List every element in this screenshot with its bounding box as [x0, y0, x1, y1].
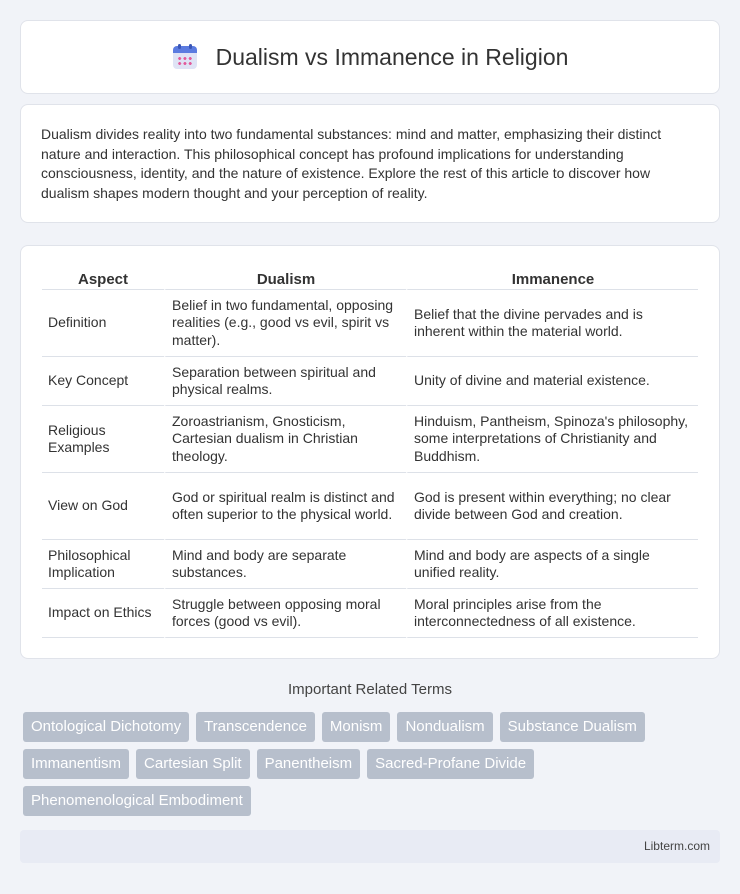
related-term-tag[interactable]: Ontological Dichotomy [23, 712, 189, 742]
aspect-cell: Religious Examples [42, 406, 164, 473]
related-term-tag[interactable]: Transcendence [196, 712, 315, 742]
table-row [42, 473, 698, 540]
related-term-tag[interactable]: Panentheism [257, 749, 361, 779]
table-row [42, 589, 698, 638]
related-term-tag[interactable]: Cartesian Split [136, 749, 250, 779]
intro-text: Dualism divides reality into two fundamental substances: mind and matter, emphasizing their distinct nature and interaction. This philosophical concept has profound implications for understanding consciousness, identity, and the nature of existence. Explore the rest of this article to discover how dualism shapes modern thought and your perception of reality. [41, 126, 662, 201]
immanence-cell: Moral principles arise from the interconnectedness of all existence. [406, 589, 698, 638]
table-row [42, 406, 698, 473]
related-term-tag[interactable]: Immanentism [23, 749, 129, 779]
column-header: Immanence [406, 266, 698, 290]
dualism-cell: God or spiritual realm is distinct and often superior to the physical world. [164, 473, 406, 540]
dualism-cell: Zoroastrianism, Gnosticism, Cartesian dualism in Christian theology. [164, 406, 406, 473]
aspect-cell: Impact on Ethics [42, 589, 164, 638]
related-term-tag[interactable]: Monism [322, 712, 391, 742]
dualism-cell: Struggle between opposing moral forces (good vs evil). [164, 589, 406, 638]
related-terms-title: Important Related Terms [288, 681, 452, 698]
comparison-card [20, 245, 720, 659]
immanence-cell: Mind and body are aspects of a single unified reality. [406, 540, 698, 589]
aspect-cell: View on God [42, 473, 164, 540]
column-header: Dualism [164, 266, 406, 290]
aspect-cell: Philosophical Implication [42, 540, 164, 589]
related-term-tag[interactable]: Phenomenological Embodiment [23, 786, 251, 816]
header-card [20, 20, 720, 94]
table-row [42, 290, 698, 357]
dualism-cell: Mind and body are separate substances. [164, 540, 406, 589]
dualism-cell: Separation between spiritual and physical realms. [164, 357, 406, 406]
footer-site-link[interactable]: Libterm.com [643, 839, 710, 853]
footer [20, 830, 720, 863]
table-row [42, 540, 698, 589]
related-terms-list [23, 712, 723, 816]
comparison-table [42, 266, 698, 638]
immanence-cell: Belief that the divine pervades and is inherent within the material world. [406, 290, 698, 357]
intro-card [20, 104, 720, 223]
related-term-tag[interactable]: Sacred-Profane Divide [367, 749, 534, 779]
related-term-tag[interactable]: Substance Dualism [500, 712, 645, 742]
page-title: Dualism vs Immanence in Religion [215, 43, 569, 70]
dualism-cell: Belief in two fundamental, opposing realities (e.g., good vs evil, spirit vs matter). [164, 290, 406, 357]
aspect-cell: Definition [42, 290, 164, 357]
aspect-cell: Key Concept [42, 357, 164, 406]
calendar-icon [172, 44, 198, 70]
immanence-cell: God is present within everything; no clear divide between God and creation. [406, 473, 698, 540]
related-term-tag[interactable]: Nondualism [397, 712, 492, 742]
immanence-cell: Unity of divine and material existence. [406, 357, 698, 406]
table-row [42, 357, 698, 406]
column-header: Aspect [42, 266, 164, 290]
table-header-row [42, 266, 698, 290]
immanence-cell: Hinduism, Pantheism, Spinoza's philosophy, some interpretations of Christianity and Buddhism. [406, 406, 698, 473]
